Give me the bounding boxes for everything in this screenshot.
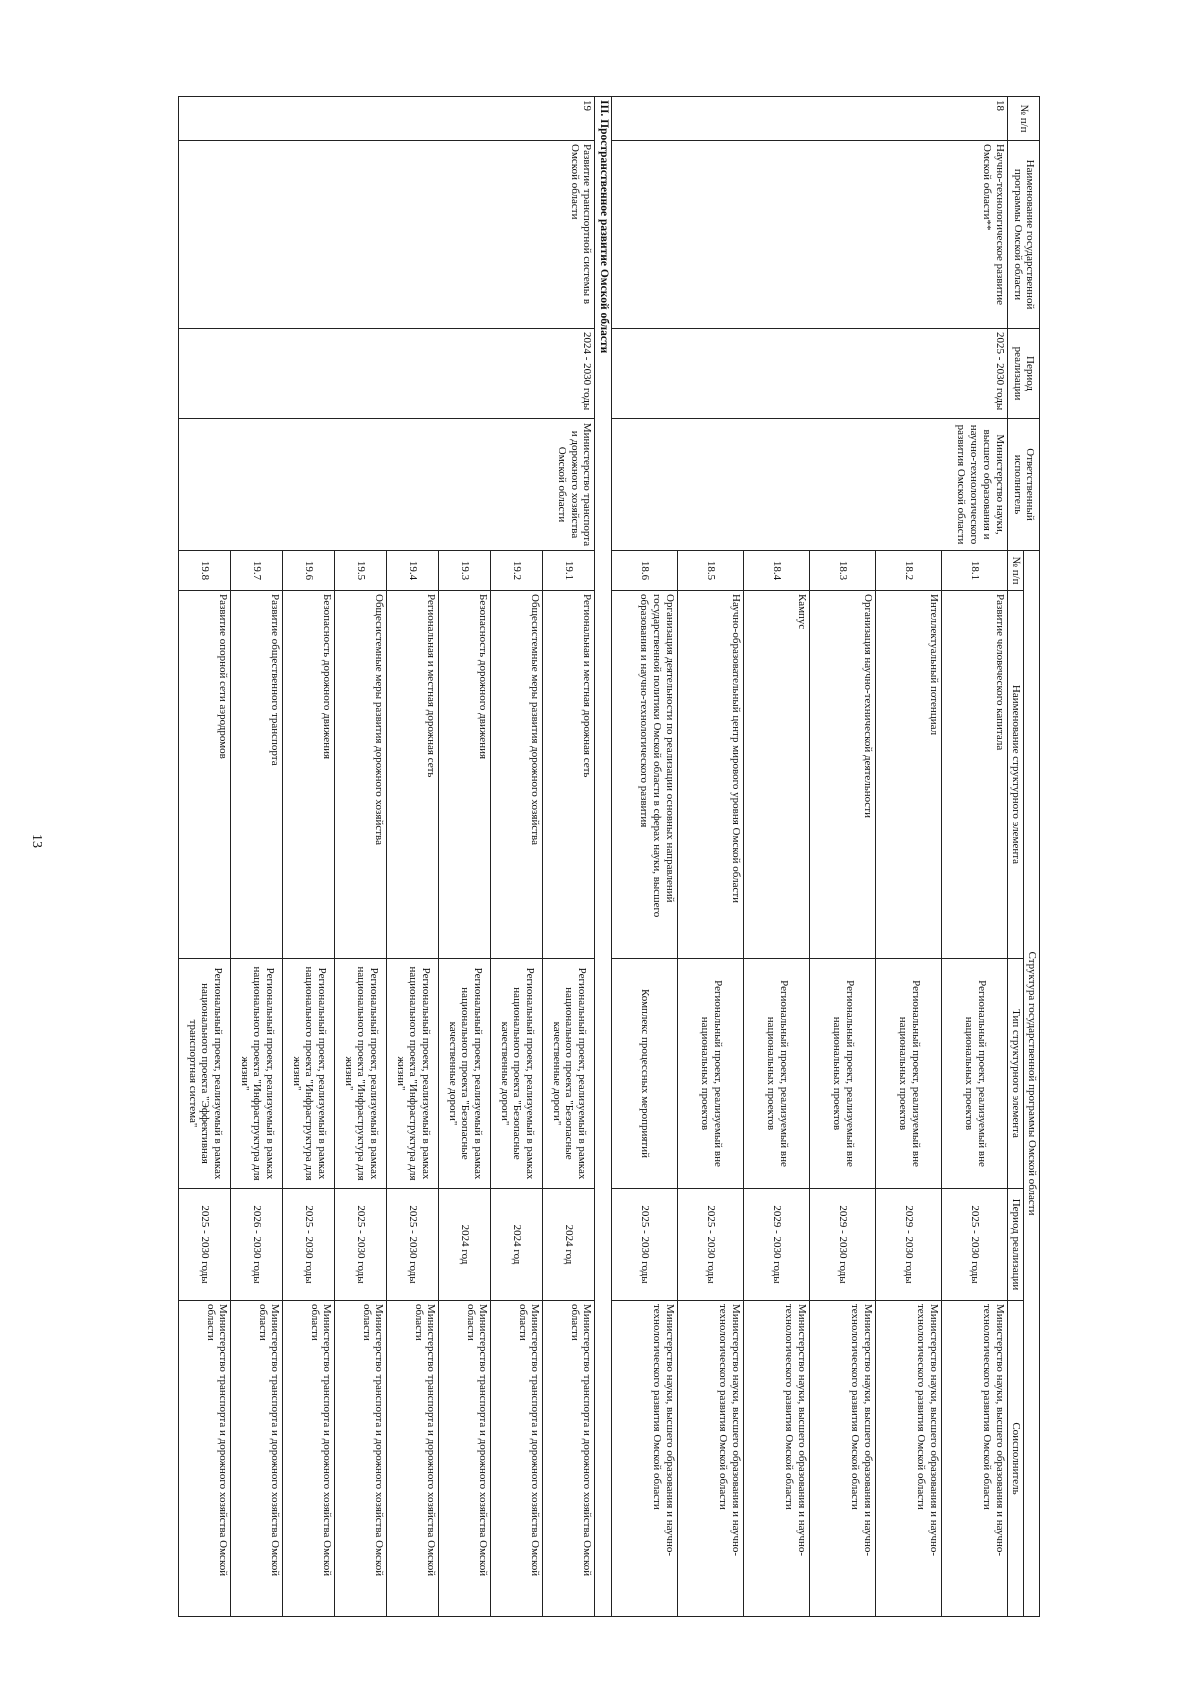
element-name: Развитие человеческого капитала bbox=[942, 591, 1008, 959]
element-name: Общесистемные меры развития дорожного хозяйства bbox=[491, 591, 543, 959]
element-coexecutor: Министерство транспорта и дорожного хозяйства Омской области bbox=[439, 1301, 491, 1617]
element-coexecutor: Министерство транспорта и дорожного хозяйства Омской области bbox=[231, 1301, 283, 1617]
header-row-1 bbox=[1024, 97, 1040, 1617]
element-coexecutor: Министерство науки, высшего образования и научно-технологического развития Омской области bbox=[678, 1301, 744, 1617]
element-coexecutor: Министерство транспорта и дорожного хозяйства Омской области bbox=[283, 1301, 335, 1617]
element-type: Региональный проект, реализуемый вне национальных проектов bbox=[810, 959, 876, 1189]
element-name: Кампус bbox=[744, 591, 810, 959]
element-type: Комплекс процессных мероприятий bbox=[612, 959, 678, 1189]
element-no: 18.1 bbox=[942, 551, 1008, 591]
element-type: Региональный проект, реализуемый в рамках национального проекта "Безопасные качественные дороги" bbox=[543, 959, 595, 1189]
element-period: 2025 - 2030 годы bbox=[387, 1189, 439, 1301]
program-name: Развитие транспортной системы в Омской области bbox=[179, 141, 595, 329]
program-period: 2024 - 2030 годы bbox=[179, 329, 595, 419]
element-period: 2024 год bbox=[543, 1189, 595, 1301]
element-period: 2025 - 2030 годы bbox=[612, 1189, 678, 1301]
section-row bbox=[595, 97, 612, 1617]
header-no: № п/п bbox=[1008, 97, 1040, 141]
header-element-type: Тип структурного элемента bbox=[1008, 959, 1024, 1189]
header-sub-no: № п/п bbox=[1008, 551, 1024, 591]
element-period: 2025 - 2030 годы bbox=[283, 1189, 335, 1301]
program-no: 18 bbox=[612, 97, 1008, 141]
section-title: III. Пространственное развитие Омской области bbox=[595, 97, 612, 1617]
element-name: Научно-образовательный центр мирового уровня Омской области bbox=[678, 591, 744, 959]
element-type: Региональный проект, реализуемый в рамках национального проекта "Инфраструктура для жизни" bbox=[283, 959, 335, 1189]
program-no: 19 bbox=[179, 97, 595, 141]
element-type: Региональный проект, реализуемый в рамках национального проекта "Инфраструктура для жизни" bbox=[231, 959, 283, 1189]
element-period: 2025 - 2030 годы bbox=[179, 1189, 231, 1301]
element-no: 19.4 bbox=[387, 551, 439, 591]
program-responsible: Министерство науки, высшего образования и научно-технологического развития Омской области bbox=[612, 419, 1008, 551]
table-row bbox=[543, 97, 595, 1617]
element-period: 2025 - 2030 годы bbox=[335, 1189, 387, 1301]
element-period: 2024 год bbox=[491, 1189, 543, 1301]
element-coexecutor: Министерство науки, высшего образования и научно-технологического развития Омской области bbox=[744, 1301, 810, 1617]
header-responsible: Ответственный исполнитель bbox=[1008, 419, 1040, 551]
element-no: 18.3 bbox=[810, 551, 876, 591]
element-name: Общесистемные меры развития дорожного хозяйства bbox=[335, 591, 387, 959]
program-19-body bbox=[179, 97, 595, 1617]
element-coexecutor: Министерство транспорта и дорожного хозяйства Омской области bbox=[543, 1301, 595, 1617]
element-name: Безопасность дорожного движения bbox=[283, 591, 335, 959]
program-period: 2025 - 2030 годы bbox=[612, 329, 1008, 419]
element-coexecutor: Министерство транспорта и дорожного хозяйства Омской области bbox=[387, 1301, 439, 1617]
element-name: Организация научно-технической деятельности bbox=[810, 591, 876, 959]
element-name: Развитие общественного транспорта bbox=[231, 591, 283, 959]
element-no: 18.2 bbox=[876, 551, 942, 591]
element-period: 2025 - 2030 годы bbox=[678, 1189, 744, 1301]
element-name: Региональная и местная дорожная сеть bbox=[543, 591, 595, 959]
element-type: Региональный проект, реализуемый вне национальных проектов bbox=[678, 959, 744, 1189]
element-coexecutor: Министерство науки, высшего образования и научно-технологического развития Омской области bbox=[810, 1301, 876, 1617]
header-sub-period: Период реализации bbox=[1008, 1189, 1024, 1301]
element-no: 19.5 bbox=[335, 551, 387, 591]
header-period: Период реализации bbox=[1008, 329, 1040, 419]
element-period: 2025 - 2030 годы bbox=[942, 1189, 1008, 1301]
element-period: 2026 - 2030 годы bbox=[231, 1189, 283, 1301]
element-no: 19.8 bbox=[179, 551, 231, 591]
element-type: Региональный проект, реализуемый вне национальных проектов bbox=[876, 959, 942, 1189]
program-structure-table bbox=[179, 96, 1041, 1617]
program-18-body bbox=[612, 97, 1008, 1617]
header-element-name: Наименование структурного элемента bbox=[1008, 591, 1024, 959]
element-no: 18.5 bbox=[678, 551, 744, 591]
element-coexecutor: Министерство транспорта и дорожного хозяйства Омской области bbox=[491, 1301, 543, 1617]
element-coexecutor: Министерство науки, высшего образования и научно-технологического развития Омской области bbox=[612, 1301, 678, 1617]
element-type: Региональный проект, реализуемый вне национальных проектов bbox=[942, 959, 1008, 1189]
element-coexecutor: Министерство науки, высшего образования и научно-технологического развития Омской области bbox=[942, 1301, 1008, 1617]
element-no: 19.7 bbox=[231, 551, 283, 591]
element-type: Региональный проект, реализуемый вне национальных проектов bbox=[744, 959, 810, 1189]
element-period: 2029 - 2030 годы bbox=[744, 1189, 810, 1301]
element-period: 2029 - 2030 годы bbox=[876, 1189, 942, 1301]
element-period: 2024 год bbox=[439, 1189, 491, 1301]
element-name: Интеллектуальный потенциал bbox=[876, 591, 942, 959]
element-name: Организация деятельности по реализации основных направлений государственной политики Омской области в сферах науки, высшего образования и научно-технологического развития bbox=[612, 591, 678, 959]
element-coexecutor: Министерство науки, высшего образования и научно-технологического развития Омской области bbox=[876, 1301, 942, 1617]
element-type: Региональный проект, реализуемый в рамках национального проекта "Инфраструктура для жизни" bbox=[335, 959, 387, 1189]
element-no: 19.2 bbox=[491, 551, 543, 591]
header-program-name: Наименование государственной программы Омской области bbox=[1008, 141, 1040, 329]
element-period: 2029 - 2030 годы bbox=[810, 1189, 876, 1301]
element-name: Безопасность дорожного движения bbox=[439, 591, 491, 959]
program-name: Научно-технологическое развитие Омской области** bbox=[612, 141, 1008, 329]
element-no: 18.6 bbox=[612, 551, 678, 591]
element-type: Региональный проект, реализуемый в рамках национального проекта "Безопасные качественные дороги" bbox=[439, 959, 491, 1189]
rotated-table-container bbox=[100, 96, 1040, 1616]
element-name: Региональная и местная дорожная сеть bbox=[387, 591, 439, 959]
header-structure-title: Структура государственной программы Омской области bbox=[1024, 551, 1040, 1617]
element-type: Региональный проект, реализуемый в рамках национального проекта "Безопасные качественные дороги" bbox=[491, 959, 543, 1189]
element-type: Региональный проект, реализуемый в рамках национального проекта "Инфраструктура для жизни" bbox=[387, 959, 439, 1189]
element-coexecutor: Министерство транспорта и дорожного хозяйства Омской области bbox=[335, 1301, 387, 1617]
element-no: 19.3 bbox=[439, 551, 491, 591]
page-number: 13 bbox=[29, 834, 44, 848]
table-row bbox=[942, 97, 1008, 1617]
element-no: 19.6 bbox=[283, 551, 335, 591]
element-coexecutor: Министерство транспорта и дорожного хозяйства Омской области bbox=[179, 1301, 231, 1617]
program-responsible: Министерство транспорта и дорожного хозяйства Омской области bbox=[179, 419, 595, 551]
element-name: Развитие опорной сети аэродромов bbox=[179, 591, 231, 959]
element-type: Региональный проект, реализуемый в рамках национального проекта "Эффективная транспортная система" bbox=[179, 959, 231, 1189]
element-no: 18.4 bbox=[744, 551, 810, 591]
header-coexecutor: Соисполнитель bbox=[1008, 1301, 1024, 1617]
element-no: 19.1 bbox=[543, 551, 595, 591]
